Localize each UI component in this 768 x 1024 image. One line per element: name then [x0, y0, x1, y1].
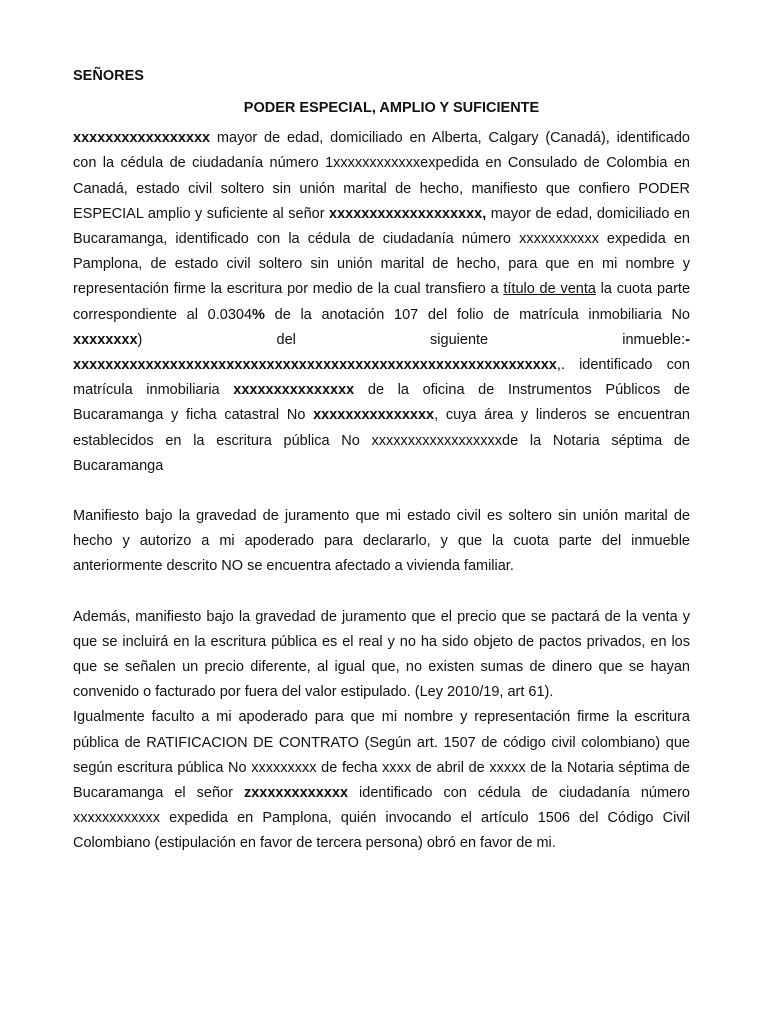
- paragraph-power-of-attorney: [73, 126, 690, 479]
- p1-text-1: mayor de edad, domiciliado en Alberta, Calgary (Canadá), identificado con la cédula de ciudadanía número 1xxxxxxxxxxxxexpedida en Consulado de Colombia en Canadá, estado civil soltero sin unión marital de hecho, manifiesto que confiero PODER ESPECIAL amplio y suficiente al señor: [73, 130, 690, 222]
- p1-text-8: , cuya área y linderos se encuentran establecidos en la escritura pública No xxxxxxxxxxxxxxxxxxde la Notaria séptima de Bucaramanga: [73, 407, 690, 474]
- paragraph-price-declaration: Además, manifiesto bajo la gravedad de juramento que el precio que se pactará de la venta y que se incluirá en la escritura pública es el real y no ha sido objeto de pactos privados, en los que se señalen un precio diferente, al igual que, no existen sumas de dinero que se hayan convenido o facturado por fuera del valor estipulado. (Ley 2010/19, art 61).: [73, 608, 690, 701]
- title-of-sale: título de venta: [503, 281, 596, 298]
- p1-text-3: la cuota parte correspondiente al 0.0304: [73, 281, 691, 323]
- property-description: -xxxxxxxxxxxxxxxxxxxxxxxxxxxxxxxxxxxxxxxxxxxxxxxxxxxxxxxxxxxx: [73, 331, 690, 374]
- document-body: [73, 64, 690, 857]
- salutation: SEÑORES: [73, 68, 144, 84]
- grantor-name: xxxxxxxxxxxxxxxxx: [73, 130, 211, 147]
- p4-text-2: identificado con cédula de ciudadanía número xxxxxxxxxxxx expedida en Pamplona, quién invocando el artículo 1506 del Código Civil Colombiano (estipulación en favor de tercera persona) obró en favor de mi.: [73, 785, 690, 852]
- paragraph-ratification: [73, 705, 690, 856]
- matricula-number: xxxxxxxx: [73, 331, 138, 348]
- percent-sign: %: [252, 306, 265, 323]
- document-title: PODER ESPECIAL, AMPLIO Y SUFICIENTE: [243, 100, 540, 116]
- ficha-catastral: xxxxxxxxxxxxxxx: [313, 407, 435, 424]
- p1-text-7: de la oficina de Instrumentos Públicos de Bucaramanga y ficha catastral No: [73, 382, 690, 424]
- matricula-full: xxxxxxxxxxxxxxx: [233, 382, 355, 399]
- p1-text-6: ,. identificado con matrícula inmobiliaria: [73, 357, 690, 399]
- paragraph-civil-status: Manifiesto bajo la gravedad de juramento que mi estado civil es soltero sin unión marital de hecho y autorizo a mi apoderado para declararlo, y que la cuota parte del inmueble anteriormente descrito NO se encuentra afectado a vivienda familiar.: [73, 508, 690, 575]
- p1-text-2: mayor de edad, domiciliado en Bucaramanga, identificado con la cédula de ciudadanía número xxxxxxxxxxx expedida en Pamplona, de estado civil soltero sin unión marital de hecho, para que en mi nombre y representación firme la escritura por medio de la cual transfiero a: [73, 205, 690, 298]
- p1-text-4: de la anotación 107 del folio de matrícula inmobiliaria No: [264, 306, 690, 323]
- p1-text-5: ) del siguiente inmueble:: [137, 331, 686, 348]
- p4-text-1: Igualmente faculto a mi apoderado para que mi nombre y representación firme la escritura pública de RATIFICACION DE CONTRATO (Según art. 1507 de código civil colombiano) que según escritura pública No xxxxxxxxx de fecha xxxx de abril de xxxxx de la Notaria séptima de Bucaramanga el señor: [73, 709, 690, 802]
- third-party-name: zxxxxxxxxxxxx: [243, 785, 349, 802]
- attorney-name: xxxxxxxxxxxxxxxxxxx,: [329, 205, 487, 222]
